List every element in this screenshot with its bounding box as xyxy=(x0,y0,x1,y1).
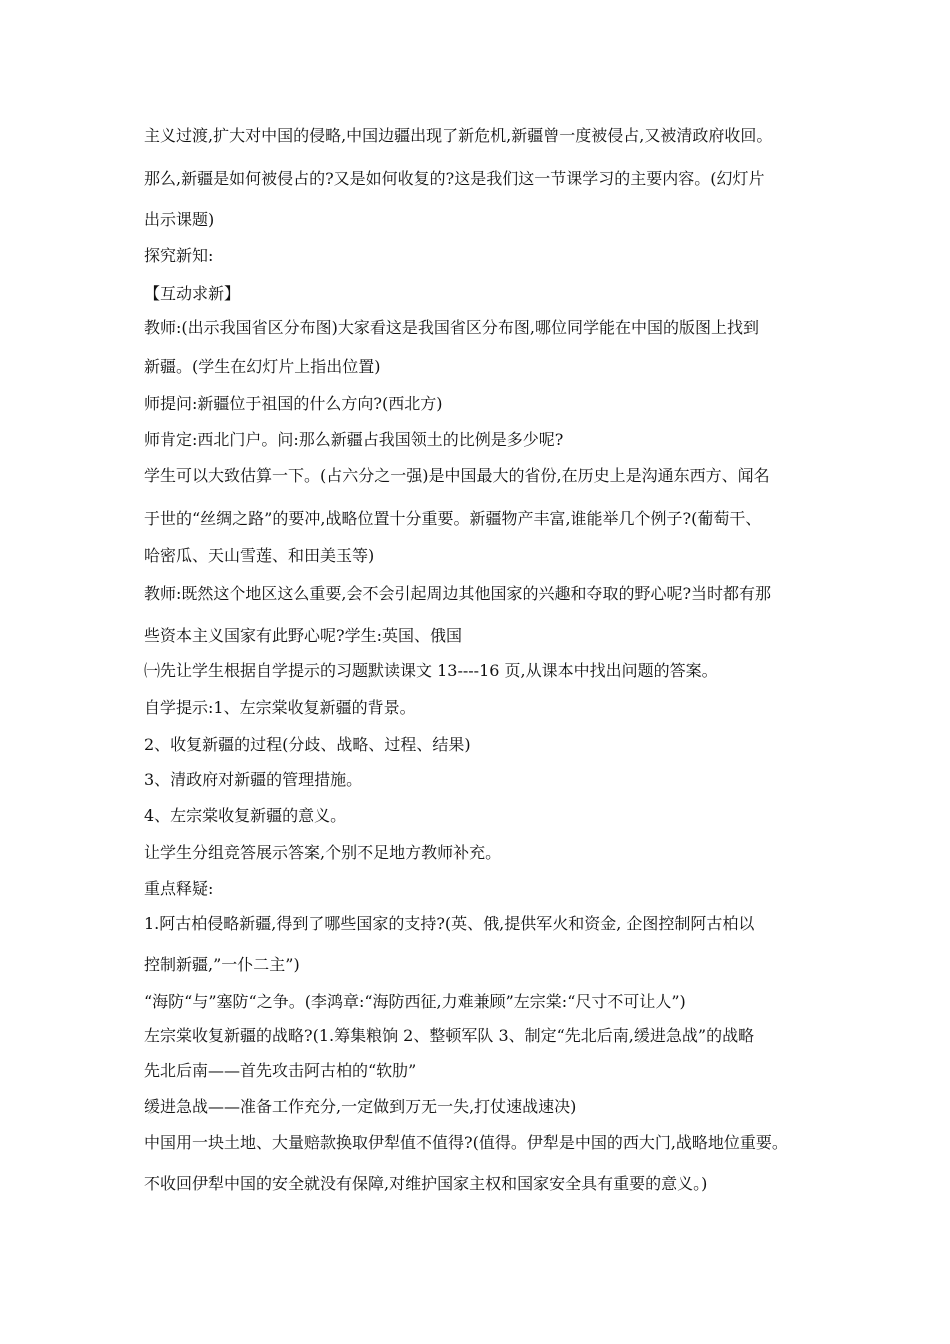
text-line: 控制新疆,”一仆二主”) xyxy=(144,955,300,974)
text-line: 4、左宗棠收复新疆的意义。 xyxy=(144,806,347,825)
text-line: 教师:(出示我国省区分布图)大家看这是我国省区分布图,哪位同学能在中国的版图上找到 xyxy=(144,318,759,337)
text-line: 自学提示:1、左宗棠收复新疆的背景。 xyxy=(144,698,416,717)
text-line: 让学生分组竞答展示答案,个别不足地方教师补充。 xyxy=(144,843,502,862)
text-line: 新疆。(学生在幻灯片上指出位置) xyxy=(144,357,381,376)
text-line: 探究新知: xyxy=(144,246,214,265)
text-line: 2、收复新疆的过程(分歧、战略、过程、结果) xyxy=(144,735,471,754)
text-line: 中国用一块土地、大量赔款换取伊犁值不值得?(值得。伊犁是中国的西大门,战略地位重要。 xyxy=(144,1133,788,1152)
text-line: 师提问:新疆位于祖国的什么方向?(西北方) xyxy=(144,394,443,413)
text-line: 师肯定:西北门户。问:那么新疆占我国领土的比例是多少呢? xyxy=(144,430,564,449)
text-line: 教师:既然这个地区这么重要,会不会引起周边其他国家的兴趣和夺取的野心呢?当时都有那 xyxy=(144,584,772,603)
text-line: 1.阿古柏侵略新疆,得到了哪些国家的支持?(英、俄,提供军火和资金, 企图控制阿古柏以 xyxy=(144,914,755,933)
text-line: 于世的“丝绸之路”的要冲,战略位置十分重要。新疆物产丰富,谁能举几个例子?(葡萄干、 xyxy=(144,509,762,528)
text-line: 3、清政府对新疆的管理措施。 xyxy=(144,770,363,789)
text-line: 出示课题) xyxy=(144,210,215,229)
text-line: 左宗棠收复新疆的战略?(1.筹集粮饷 2、整顿军队 3、制定“先北后南,缓进急战”的战略 xyxy=(144,1026,755,1045)
text-line: ㈠先让学生根据自学提示的习题默读课文 13----16 页,从课本中找出问题的答案。 xyxy=(144,661,718,680)
text-line: 先北后南——首先攻击阿古柏的“软肋” xyxy=(144,1061,417,1080)
text-line: 那么,新疆是如何被侵占的?又是如何收复的?这是我们这一节课学习的主要内容。(幻灯片 xyxy=(144,169,765,188)
section-heading: 【互动求新】 xyxy=(144,284,241,303)
text-line: 缓进急战——准备工作充分,一定做到万无一失,打仗速战速决) xyxy=(144,1097,577,1116)
text-line: 不收回伊犁中国的安全就没有保障,对维护国家主权和国家安全具有重要的意义。) xyxy=(144,1174,708,1193)
text-line: 重点释疑: xyxy=(144,879,214,898)
text-line: 主义过渡,扩大对中国的侵略,中国边疆出现了新危机,新疆曾一度被侵占,又被清政府收回。 xyxy=(144,126,773,145)
text-line: “海防“与”塞防“之争。(李鸿章:“海防西征,力难兼顾”左宗棠:“尺寸不可让人”) xyxy=(144,992,686,1011)
text-line: 学生可以大致估算一下。(占六分之一强)是中国最大的省份,在历史上是沟通东西方、闻名 xyxy=(144,466,770,485)
text-line: 哈密瓜、天山雪莲、和田美玉等) xyxy=(144,546,375,565)
text-line: 些资本主义国家有此野心呢?学生:英国、俄国 xyxy=(144,626,462,645)
